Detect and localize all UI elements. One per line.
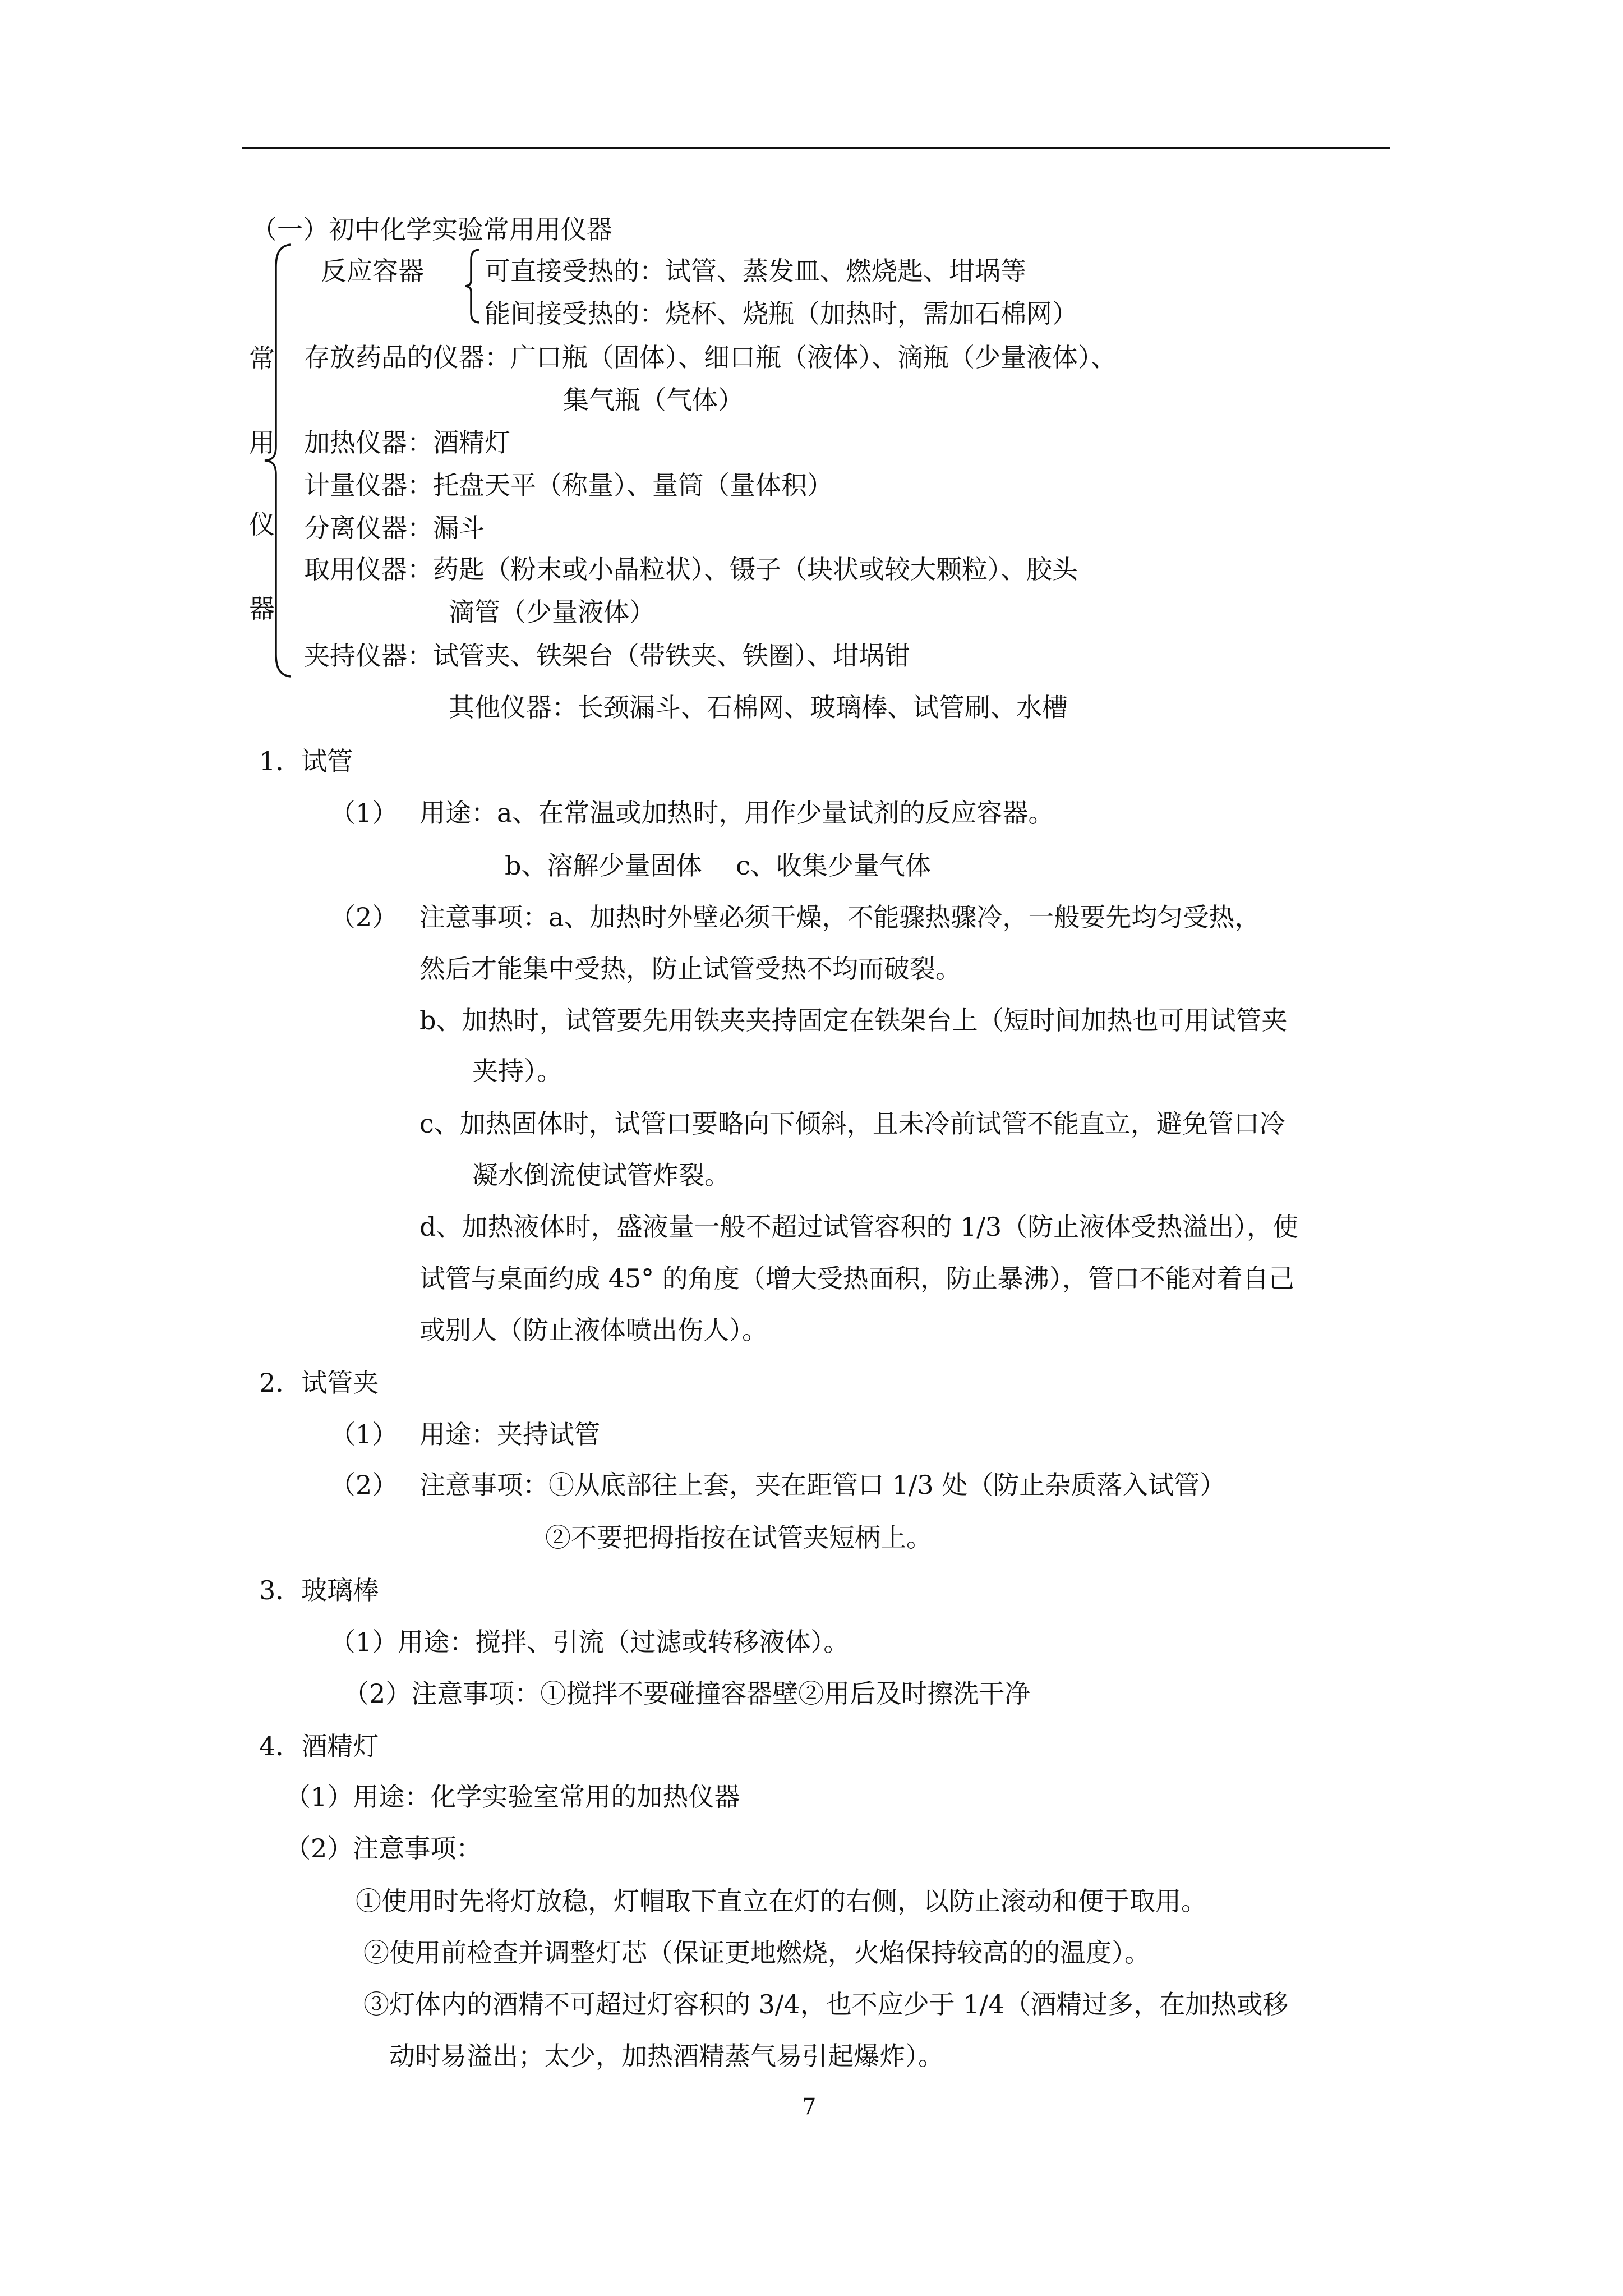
root-char-3: 仪 [249, 509, 275, 540]
section-title: （一）初中化学实验常用用仪器 [251, 214, 612, 245]
s2-title: 2．试管夹 [259, 1368, 379, 1398]
s1-note-c1: c、加热固体时，试管口要略向下倾斜，且未冷前试管不能直立，避免管口冷 [419, 1108, 1285, 1139]
s4-note-3a: ③灯体内的酒精不可超过灯容积的 3/4，也不应少于 1/4（酒精过多，在加热或移 [363, 1989, 1289, 2019]
s3-use: （1）用途：搅拌、引流（过滤或转移液体）。 [330, 1627, 850, 1657]
heating-line: 加热仪器：酒精灯 [304, 427, 510, 458]
root-char-2: 用 [249, 427, 275, 458]
root-char-1: 常 [249, 343, 275, 374]
s3-note: （2）注意事项：①搅拌不要碰撞容器壁②用后及时擦洗干净 [343, 1678, 1031, 1709]
root-char-4: 器 [249, 593, 275, 624]
reaction-direct: 可直接受热的：试管、蒸发皿、燃烧匙、坩埚等 [485, 256, 1026, 286]
separating-line: 分离仪器：漏斗 [304, 513, 485, 543]
s4-title: 4．酒精灯 [259, 1731, 379, 1761]
s1-note-d1: d、加热液体时，盛液量一般不超过试管容积的 1/3（防止液体受热溢出），使 [419, 1212, 1299, 1242]
taking-line-2: 滴管（少量液体） [449, 597, 655, 627]
s2-use-num: （1） [330, 1419, 398, 1450]
s1-note-a2: 然后才能集中受热，防止试管受热不均而破裂。 [419, 954, 961, 984]
header-rule [242, 147, 1390, 149]
storage-line-1: 存放药品的仪器：广口瓶（固体）、细口瓶（液体）、滴瓶（少量液体）、 [304, 342, 1117, 372]
s1-title: 1．试管 [259, 746, 353, 776]
s2-use: 用途：夹持试管 [419, 1419, 600, 1450]
reaction-indirect: 能间接受热的：烧杯、烧瓶（加热时，需加石棉网） [485, 298, 1078, 329]
measuring-line: 计量仪器：托盘天平（称量）、量筒（量体积） [304, 470, 833, 500]
s1-note-c2: 凝水倒流使试管炸裂。 [472, 1160, 730, 1190]
reaction-label: 反应容器 [321, 256, 424, 286]
s2-note-num: （2） [330, 1470, 398, 1500]
reaction-brace [464, 250, 483, 323]
s1-use-a: 用途：a、在常温或加热时，用作少量试剂的反应容器。 [419, 798, 1054, 828]
s4-note-1: ①使用时先将灯放稳，灯帽取下直立在灯的右侧，以防止滚动和便于取用。 [356, 1886, 1207, 1916]
s4-note-3b: 动时易溢出；太少，加热酒精蒸气易引起爆炸）。 [389, 2041, 944, 2071]
s4-use: （1）用途：化学实验室常用的加热仪器 [285, 1782, 740, 1812]
s1-note-a1: 注意事项：a、加热时外壁必须干燥，不能骤热骤冷，一般要先均匀受热， [419, 902, 1261, 932]
page-number: 7 [802, 2094, 817, 2120]
s4-note: （2）注意事项： [285, 1833, 482, 1864]
storage-line-2: 集气瓶（气体） [563, 385, 744, 415]
s2-note-1: 注意事项：①从底部往上套，夹在距管口 1/3 处（防止杂质落入试管） [419, 1470, 1226, 1500]
s1-note-d3: 或别人（防止液体喷出伤人）。 [419, 1315, 768, 1345]
clamping-line: 夹持仪器：试管夹、铁架台（带铁夹、铁圈）、坩埚钳 [304, 641, 910, 671]
s1-note-b1: b、加热时，试管要先用铁夹夹持固定在铁架台上（短时间加热也可用试管夹 [419, 1005, 1288, 1036]
s1-note-b2: 夹持）。 [472, 1056, 562, 1086]
s2-note-2: ②不要把拇指按在试管夹短柄上。 [545, 1522, 932, 1553]
taking-line-1: 取用仪器：药匙（粉末或小晶粒状）、镊子（块状或较大颗粒）、胶头 [304, 554, 1078, 585]
s1-use-num: （1） [330, 798, 398, 828]
s4-note-2: ②使用前检查并调整灯芯（保证更地燃烧，火焰保持较高的的温度）。 [363, 1938, 1150, 1968]
s1-note-num: （2） [330, 902, 398, 932]
s3-title: 3．玻璃棒 [259, 1575, 379, 1605]
s1-note-d2: 试管与桌面约成 45° 的角度（增大受热面积，防止暴沸），管口不能对着自己 [419, 1263, 1294, 1294]
s1-use-bc: b、溶解少量固体 c、收集少量气体 [505, 850, 931, 881]
others-line: 其他仪器：长颈漏斗、石棉网、玻璃棒、试管刷、水槽 [449, 692, 1068, 723]
